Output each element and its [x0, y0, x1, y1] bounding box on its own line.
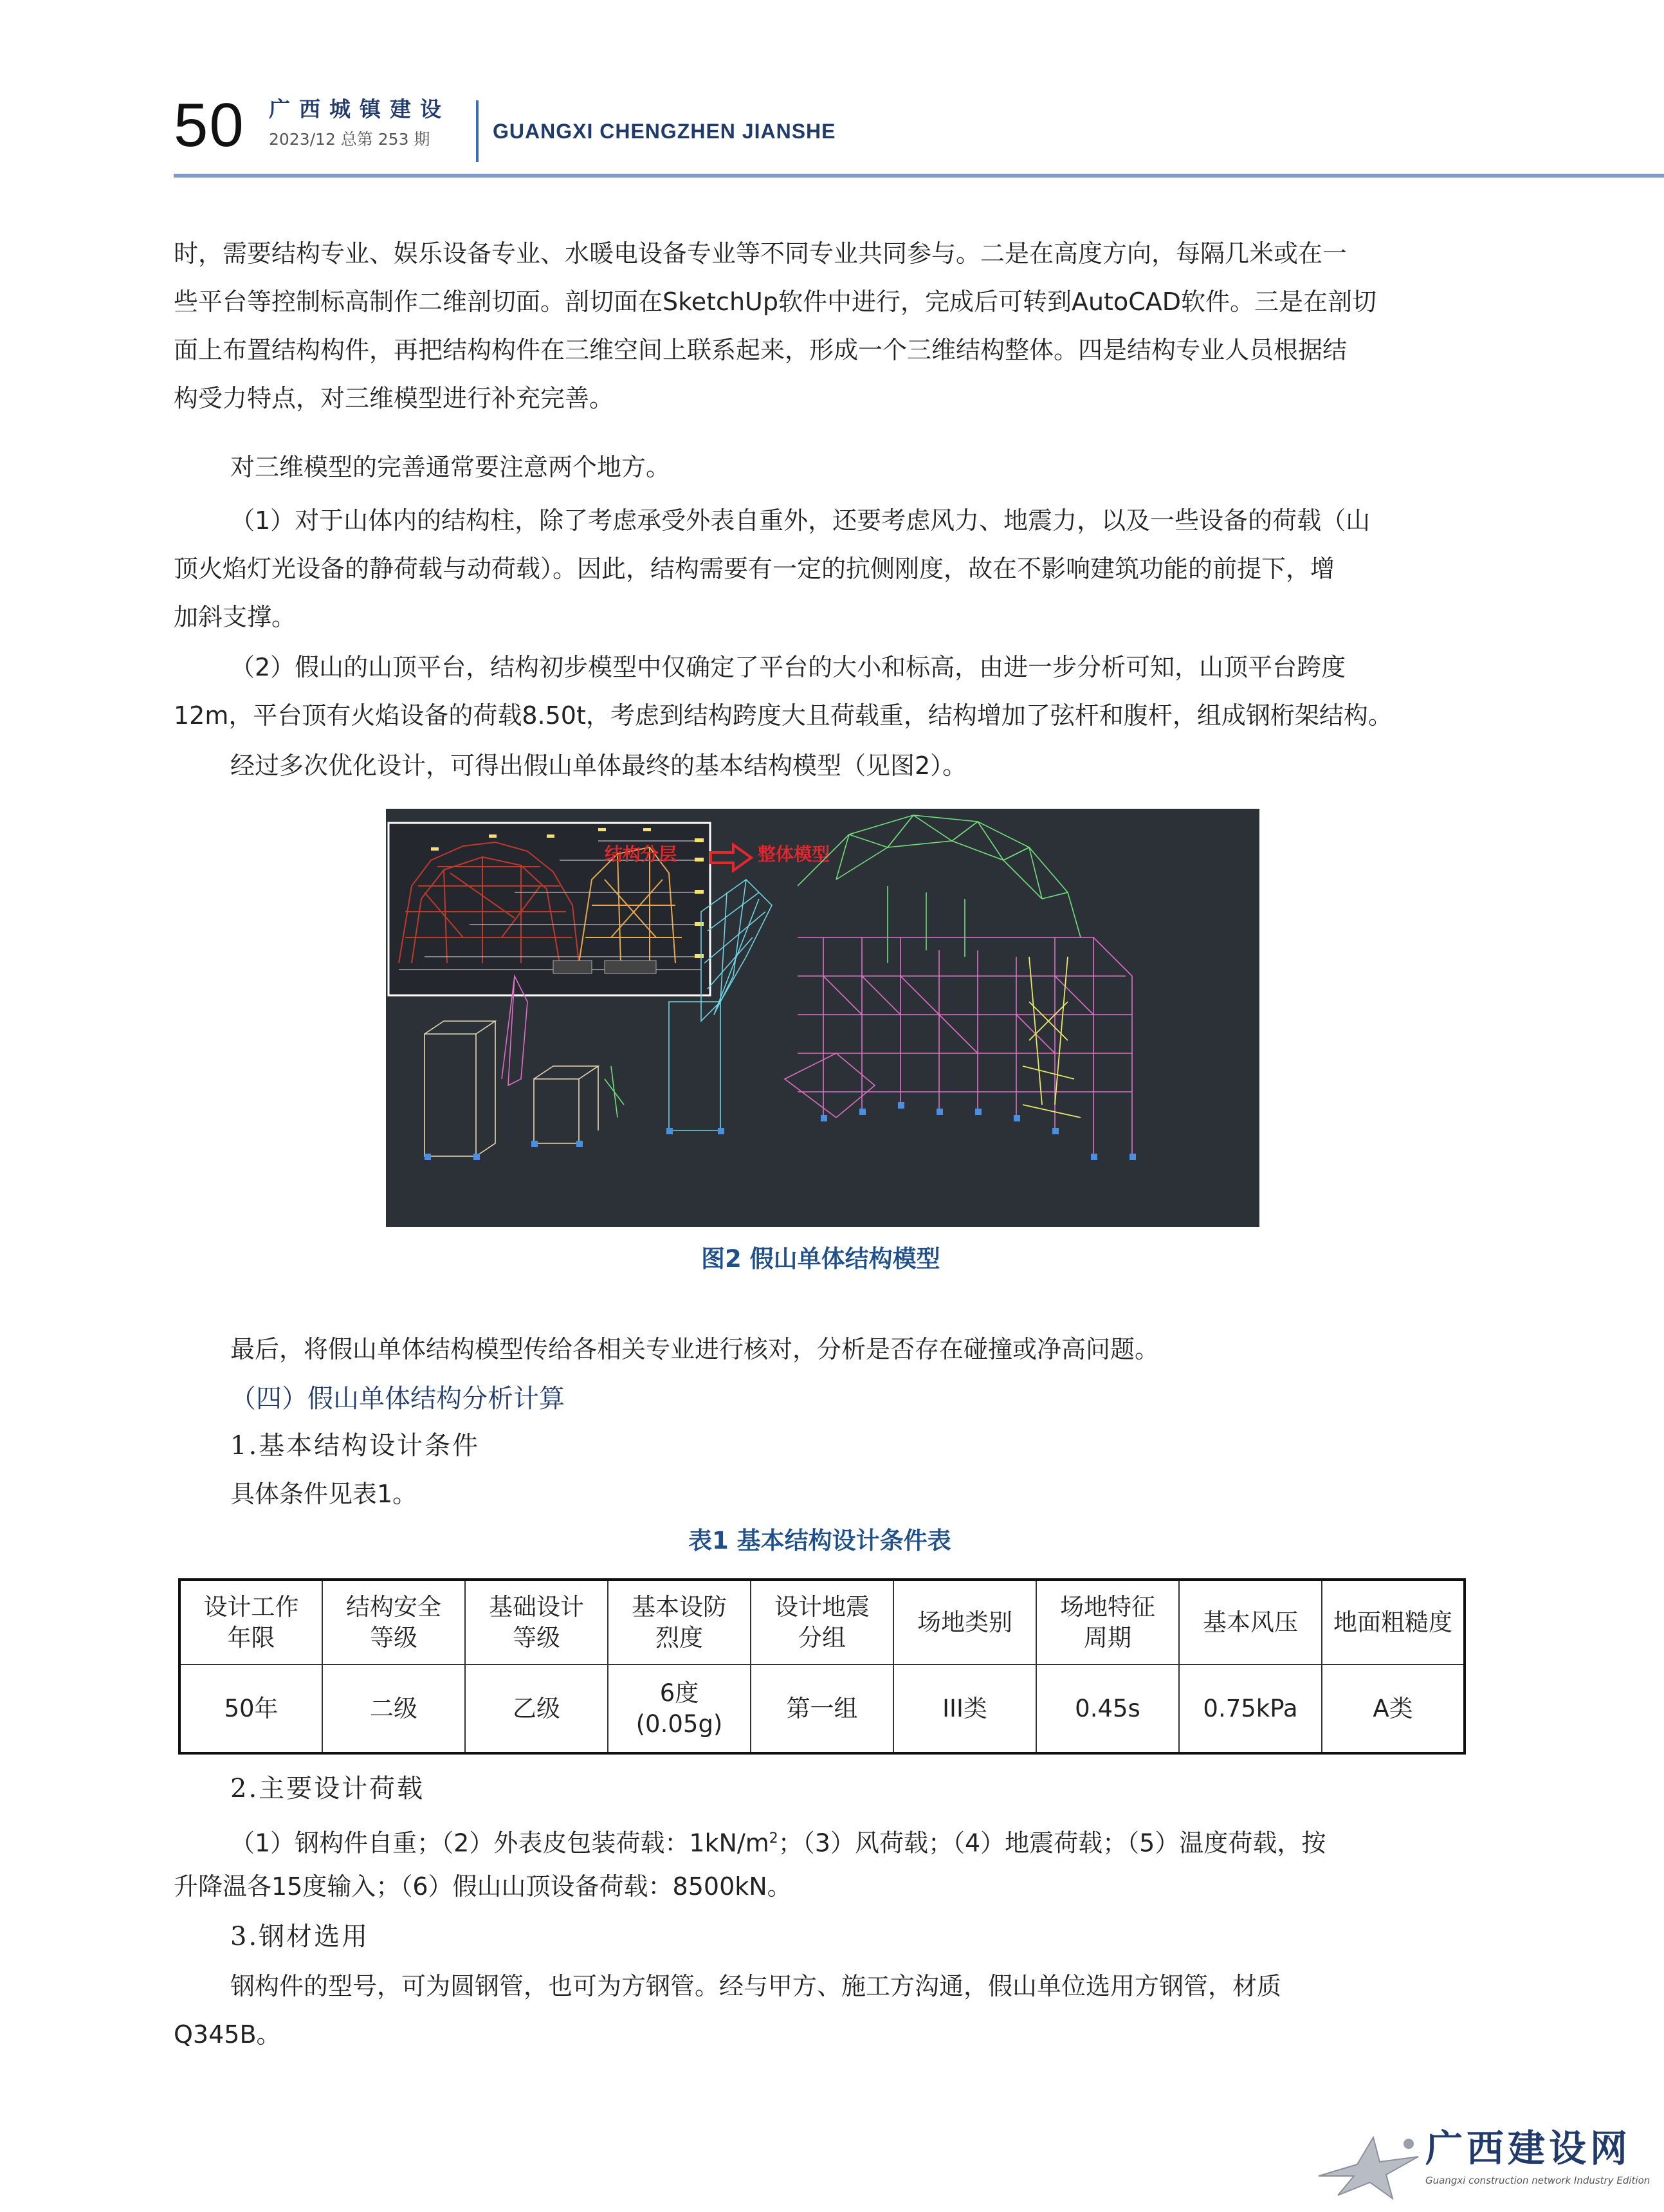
magazine-title-cn: 广西城镇建设 [269, 97, 450, 122]
body-line: 12m，平台顶有火焰设备的荷载8.50t，考虑到结构跨度大且荷载重，结构增加了弦杆和腹杆，组成钢桁架结构。 [174, 701, 1393, 730]
structure-model-figure [386, 809, 1259, 1227]
table-cell: 第一组 [751, 1664, 893, 1753]
subheading: 3.钢材选用 [230, 1922, 370, 1951]
table-caption: 表1 基本结构设计条件表 [688, 1527, 951, 1554]
body-paragraph: 具体条件见表1。 [230, 1480, 417, 1508]
body-line: （1）对于山体内的结构柱，除了考虑承受外表自重外，还要考虑风力、地震力，以及一些设备的荷载（山 [230, 506, 1371, 535]
structure-model-image [386, 809, 1259, 1227]
body-line: （2）假山的山顶平台，结构初步模型中仅确定了平台的大小和标高，由进一步分析可知，山顶平台跨度 [230, 653, 1346, 681]
body-line: 些平台等控制标高制作二维剖切面。剖切面在SketchUp软件中进行，完成后可转到AutoCAD软件。三是在剖切 [174, 288, 1376, 316]
header-divider [476, 100, 479, 162]
body-line: 升降温各15度输入；（6）假山山顶设备荷载：8500kN。 [174, 1872, 792, 1901]
body-line: 构受力特点，对三维模型进行补充完善。 [174, 384, 614, 412]
body-line: 面上布置结构构件，再把结构构件在三维空间上联系起来，形成一个三维结构整体。四是结构专业人员根据结 [174, 336, 1348, 364]
table-header-cell: 设计地震 分组 [751, 1580, 893, 1664]
table-cell: A类 [1322, 1664, 1465, 1753]
design-conditions-table [178, 1578, 1466, 1755]
page-number: 50 [174, 91, 245, 160]
table-cell: 乙级 [465, 1664, 608, 1753]
header-rule [174, 174, 1664, 178]
table-header-cell: 地面粗糙度 [1322, 1580, 1465, 1664]
table-header-cell: 结构安全 等级 [322, 1580, 465, 1664]
body-line: 加斜支撑。 [174, 603, 297, 631]
magazine-title-en: GUANGXI CHENGZHEN JIANSHE [493, 120, 836, 143]
page-header [174, 90, 1664, 180]
table-header-cell: 基本设防 烈度 [608, 1580, 751, 1664]
label-whole: 整体模型 [758, 843, 830, 865]
watermark-subtitle: Guangxi construction network Industry Edition [1425, 2175, 1650, 2186]
table-header-cell: 基本风压 [1179, 1580, 1322, 1664]
issue-info: 2023/12 总第 253 期 [269, 130, 430, 149]
table-header-cell: 场地类别 [893, 1580, 1036, 1664]
star-logo-icon [1312, 2131, 1422, 2202]
table-cell: III类 [893, 1664, 1036, 1753]
label-layers: 结构分层 [605, 843, 677, 865]
table-header-row [179, 1580, 1465, 1664]
table-row [179, 1664, 1465, 1753]
table-cell: 6度 (0.05g) [608, 1664, 751, 1753]
body-paragraph: 对三维模型的完善通常要注意两个地方。 [230, 453, 671, 481]
table-header-cell: 场地特征 周期 [1036, 1580, 1179, 1664]
subheading: 2.主要设计荷载 [230, 1774, 425, 1803]
body-line: 顶火焰灯光设备的静荷载与动荷载）。因此，结构需要有一定的抗侧刚度，故在不影响建筑功能的前提下，增 [174, 555, 1335, 583]
subheading: 1.基本结构设计条件 [230, 1431, 480, 1461]
watermark-title: 广西建设网 [1425, 2126, 1632, 2170]
table-header-cell: 基础设计 等级 [465, 1580, 608, 1664]
body-line: 钢构件的型号，可为圆钢管，也可为方钢管。经与甲方、施工方沟通，假山单位选用方钢管，材质 [230, 1972, 1282, 2000]
body-line: Q345B。 [174, 2020, 281, 2049]
table-cell: 二级 [322, 1664, 465, 1753]
body-paragraph: 经过多次优化设计，可得出假山单体最终的基本结构模型（见图2）。 [230, 751, 967, 780]
body-line: （1）钢构件自重；（2）外表皮包装荷载：$1kN/m^2$；（3）风荷载；（4）地震荷载；（5）温度荷载，按 [230, 1829, 1326, 1857]
table-cell: 0.45s [1036, 1664, 1179, 1753]
site-watermark-logo [1312, 2123, 1664, 2212]
body-line: 时，需要结构专业、娱乐设备专业、水暖电设备专业等不同专业共同参与。二是在高度方向，每隔几米或在一 [174, 239, 1348, 268]
section-heading: （四）假山单体结构分析计算 [230, 1384, 565, 1414]
table-cell: 0.75kPa [1179, 1664, 1322, 1753]
body-paragraph: 最后，将假山单体结构模型传给各相关专业进行核对，分析是否存在碰撞或净高问题。 [230, 1335, 1160, 1363]
table-cell: 50年 [179, 1664, 322, 1753]
table-header-cell: 设计工作 年限 [179, 1580, 322, 1664]
figure-caption: 图2 假山单体结构模型 [701, 1245, 940, 1273]
